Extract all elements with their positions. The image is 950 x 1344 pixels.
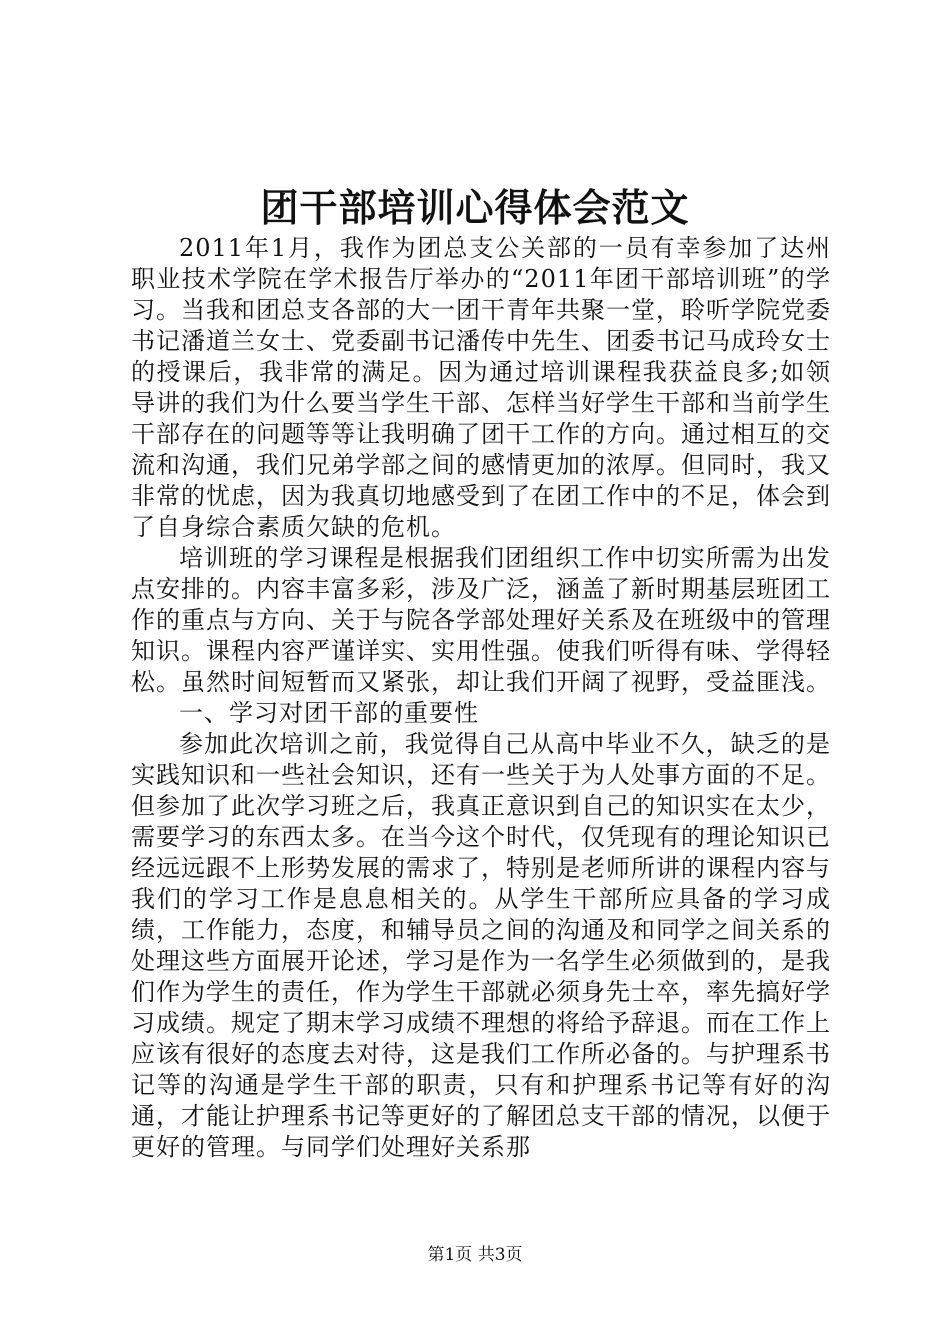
paragraph-1: 2011年1月，我作为团总支公关部的一员有幸参加了达州职业技术学院在学术报告厅举办的“2011年团干部培训班”的学习。当我和团总支各部的大一团干青年共聚一堂，聆听学院党委书记潘道兰女士、党委副书记潘传中先生、团委书记马成玲女士的授课后，我非常的满足。因为通过培训课程我获益良多;如领导讲的我们为什么要当学生干部、怎样当好学生干部和当前学生干部存在的问题等等让我明确了团干工作的方向。通过相互的交流和沟通，我们兄弟学部之间的感情更加的浓厚。但同时，我又非常的忧虑，因为我真切地感受到了在团工作中的不足，体会到了自身综合素质欠缺的危机。 (131, 234, 831, 541)
document-title: 团干部培训心得体会范文 (260, 185, 690, 230)
paragraph-2: 培训班的学习课程是根据我们团组织工作中切实所需为出发点安排的。内容丰富多彩，涉及广泛，涵盖了新时期基层班团工作的重点与方向、关于与院各学部处理好关系及在班级中的管理知识。课程内容严谨详实、实用性强。使我们听得有味、学得轻松。虽然时间短暂而又紧张，却让我们开阔了视野，受益匪浅。 (131, 544, 831, 696)
page-footer: 第1页 共3页 (427, 1245, 523, 1265)
document-body (131, 233, 831, 1163)
section-heading: 一、学习对团干部的重要性 (179, 699, 479, 727)
section-paragraph: 参加此次培训之前，我觉得自己从高中毕业不久，缺乏的是实践知识和一些社会知识，还有一些关于为人处事方面的不足。但参加了此次学习班之后，我真正意识到自己的知识实在太少，需要学习的东西太多。在当今这个时代，仅凭现有的理论知识已经远远跟不上形势发展的需求了，特别是老师所讲的课程内容与我们的学习工作是息息相关的。从学生干部所应具备的学习成绩，工作能力，态度，和辅导员之间的沟通及和同学之间关系的处理这些方面展开论述，学习是作为一名学生必须做到的，是我们作为学生的责任，作为学生干部就必须身先士卒，率先搞好学习成绩。规定了期末学习成绩不理想的将给予辞退。而在工作上应该有很好的态度去对待，这是我们工作所必备的。与护理系书记等的沟通是学生干部的职责，只有和护理系书记等有好的沟通，才能让护理系书记等更好的了解团总支干部的情况，以便于更好的管理。与同学们处理好关系那 (131, 730, 831, 1161)
